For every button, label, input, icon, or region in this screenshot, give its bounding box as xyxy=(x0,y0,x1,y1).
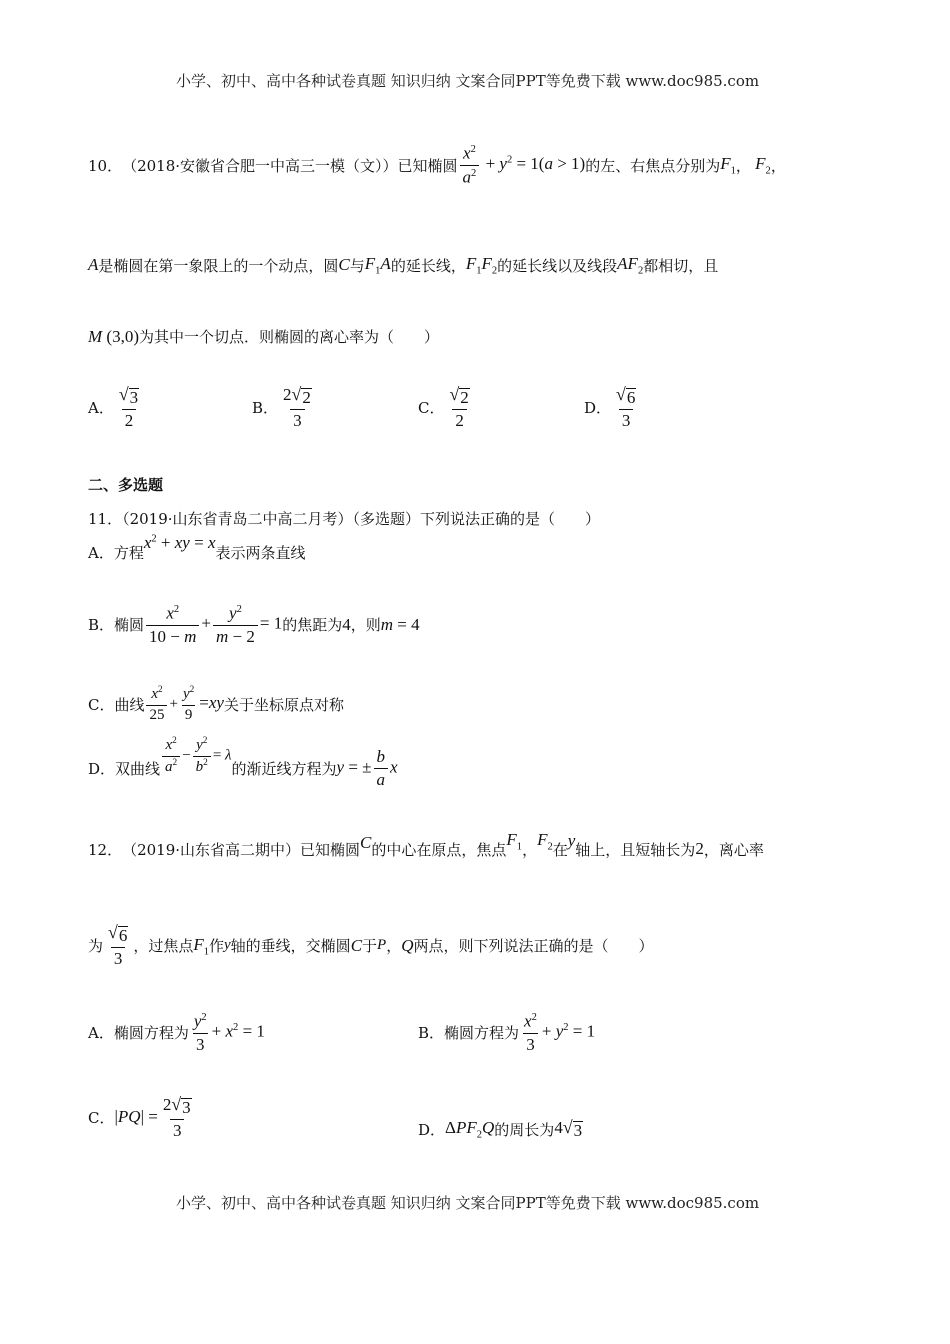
q11-b-equation: $\frac{x^2}{10 - m}$ + $\frac{y^2}{m - 2}$ = 1 xyxy=(144,604,282,645)
q12-d-text: 的周长为 xyxy=(494,1120,555,1139)
section-title-multiple-choice: 二、多选题 xyxy=(88,476,164,494)
q10-line1 xyxy=(88,144,786,186)
q12-d-triangle: $\Delta PF_2Q$ xyxy=(445,1118,495,1141)
q11-option-b xyxy=(88,604,420,645)
q11-option-d xyxy=(88,736,398,789)
q10-f1: $F_1$ xyxy=(720,153,736,177)
q12-source: （2019·山东省高二期中）已知椭圆 xyxy=(122,840,361,859)
q10-option-c-label: C． xyxy=(418,399,445,418)
q10-number: 10． xyxy=(88,156,123,175)
q12-focus-f1: $F_1$ xyxy=(193,934,209,958)
q11-d-asymptote: y = ± $\frac{b}{a}$ x xyxy=(336,747,398,789)
q12-number: 12． xyxy=(88,840,123,859)
q12-c-equation: |PQ| = 2 √ 3 3 xyxy=(114,1094,191,1140)
q10-comma-end: ， xyxy=(770,156,786,175)
q12-c: C xyxy=(350,935,363,955)
q10-text1: 的左、右焦点分别为 xyxy=(585,156,721,175)
q12-a-equation: $\frac{y^2}{3}$ + $x^2 = 1$ xyxy=(193,1011,265,1054)
q10-f2: $F_2$ xyxy=(750,153,771,177)
q12-line2-text-a: 为 xyxy=(88,937,104,956)
q12-line2-text-d: 轴的垂线，交椭圆 xyxy=(230,937,351,956)
q10-line2-text-d: 的延长线以及线段 xyxy=(497,256,618,275)
q11-option-c xyxy=(88,686,344,724)
q10-source: （2018·安徽省合肥一中高三一模（文））已知椭圆 xyxy=(122,156,458,175)
q10-comma: ， xyxy=(735,156,751,175)
q10-point-a: A xyxy=(88,255,99,275)
q10-af2: $AF_2$ xyxy=(617,254,644,277)
q12-text3: 轴上，且短轴长为 xyxy=(575,840,696,859)
q12-p: P xyxy=(377,937,387,954)
q11-a-text: 表示两条直线 xyxy=(215,544,306,562)
q11-b-label: B．椭圆 xyxy=(88,616,145,635)
q12-q: Q xyxy=(401,935,414,955)
q10-line2-text-c: 的延长线， xyxy=(390,256,466,275)
q11-b-then: ，则 xyxy=(350,616,381,635)
q10-option-a-label: A． xyxy=(88,399,114,418)
q12-line2-text-c: 作 xyxy=(208,937,224,956)
q10-ellipse-equation: $\frac{x^2}{a^2}$ + $y^2 = 1(a > 1)$ xyxy=(458,144,586,186)
q12-line2-text-e: 于 xyxy=(362,937,378,956)
q11-b-m-value: m = 4 xyxy=(380,614,420,634)
q12-eccentricity: √ 6 3 xyxy=(108,922,128,968)
q10-line3-text: 为其中一个切点．则椭圆的离心率为（ ） xyxy=(139,328,440,346)
q12-line2: 为 √ 6 3 ，过焦点 $F_1$ 作 y 轴的垂线，交椭圆 C 于 P ， Q 两点，则下列说法正确的是（ ） xyxy=(88,922,654,968)
q12-two: 2 xyxy=(695,839,704,859)
q12-d-label: D． xyxy=(418,1120,446,1139)
q11-option-a xyxy=(88,532,306,563)
q10-point-m: M (3,0) xyxy=(88,326,139,346)
q12-text4: ，离心率 xyxy=(703,840,764,859)
q12-f1: $F_1$ xyxy=(506,830,523,853)
q12-text2: 在 xyxy=(552,840,568,859)
q11-d-equation: $\frac{x^2}{a^2}$ − $\frac{y^2}{b^2}$ = λ xyxy=(160,737,232,776)
q12-d-perimeter: 4 √ 3 xyxy=(554,1117,583,1141)
q12-ellipse-c: C xyxy=(360,833,372,853)
q12-line1: 12． （2019·山东省高二期中）已知椭圆 C 的中心在原点，焦点 $F_1$ ， $F_2$ 在 y 轴上，且短轴长为 2 ，离心率 xyxy=(88,830,764,859)
q10-option-b: B． 2 √ 2 3 xyxy=(252,384,311,430)
q10-option-b-label: B． xyxy=(252,399,279,418)
q10-line2 xyxy=(88,254,718,276)
q12-option-d xyxy=(418,1118,583,1140)
q11-d-label: D．双曲线 xyxy=(88,759,161,778)
q12-c-label: C． xyxy=(88,1109,115,1128)
q12-option-a xyxy=(88,1012,265,1053)
q10-line2-text-a: 是椭圆在第一象限上的一个动点，圆 xyxy=(98,256,339,275)
q12-y: y xyxy=(224,937,231,954)
q10-line3 xyxy=(88,326,439,347)
q11-c-text: 关于坐标原点对称 xyxy=(223,696,344,715)
q12-f2: $F_2$ xyxy=(537,830,553,853)
q10-circle-c: C xyxy=(338,255,350,275)
q10-option-a: A． √ 3 2 xyxy=(88,384,139,430)
q12-b-equation: $\frac{x^2}{3}$ + $y^2 = 1$ xyxy=(524,1011,596,1054)
q11-c-label: C．曲线 xyxy=(88,696,145,715)
q12-b-label: B．椭圆方程为 xyxy=(418,1024,520,1043)
q10-line2-text-e: 都相切，且 xyxy=(643,256,719,275)
q12-line2-text-f: 两点，则下列说法正确的是（ ） xyxy=(413,937,654,956)
q11-a-label: A．方程 xyxy=(88,544,144,562)
q12-y-axis: y xyxy=(567,831,576,851)
q12-option-c xyxy=(88,1096,197,1140)
q12-a-label: A．椭圆方程为 xyxy=(88,1024,189,1043)
q12-line2-text-b: ，过焦点 xyxy=(133,937,194,956)
q11-d-text: 的渐近线方程为 xyxy=(231,759,337,778)
q10-line2-text-b: 与 xyxy=(349,256,365,275)
q12-text1: 的中心在原点，焦点 xyxy=(371,840,507,859)
q11-b-four: 4 xyxy=(342,614,351,634)
q11-a-equation: $x^2$ + xy = x xyxy=(143,532,216,552)
page-header: 小学、初中、高中各种试卷真题 知识归纳 文案合同PPT等免费下载 www.doc985.com xyxy=(176,72,760,90)
q11-b-text: 的焦距为 xyxy=(282,616,343,635)
q12-option-b xyxy=(418,1012,595,1053)
q10-option-d-label: D． xyxy=(584,399,612,418)
q10-f1a: $F_1A$ xyxy=(364,254,391,277)
q10-option-d: D． √ 6 3 xyxy=(584,384,636,430)
page-footer: 小学、初中、高中各种试卷真题 知识归纳 文案合同PPT等免费下载 www.doc985.com xyxy=(176,1194,760,1212)
q10-option-c: C． √ 2 2 xyxy=(418,384,469,430)
q10-f1f2: $F_1F_2$ xyxy=(465,254,498,277)
q11-stem: 11．（2019·山东省青岛二中高二月考）（多选题）下列说法正确的是（ ） xyxy=(88,510,601,528)
q11-c-equation: $\frac{x^2}{25}$ + $\frac{y^2}{9}$ =xy xyxy=(144,686,223,724)
